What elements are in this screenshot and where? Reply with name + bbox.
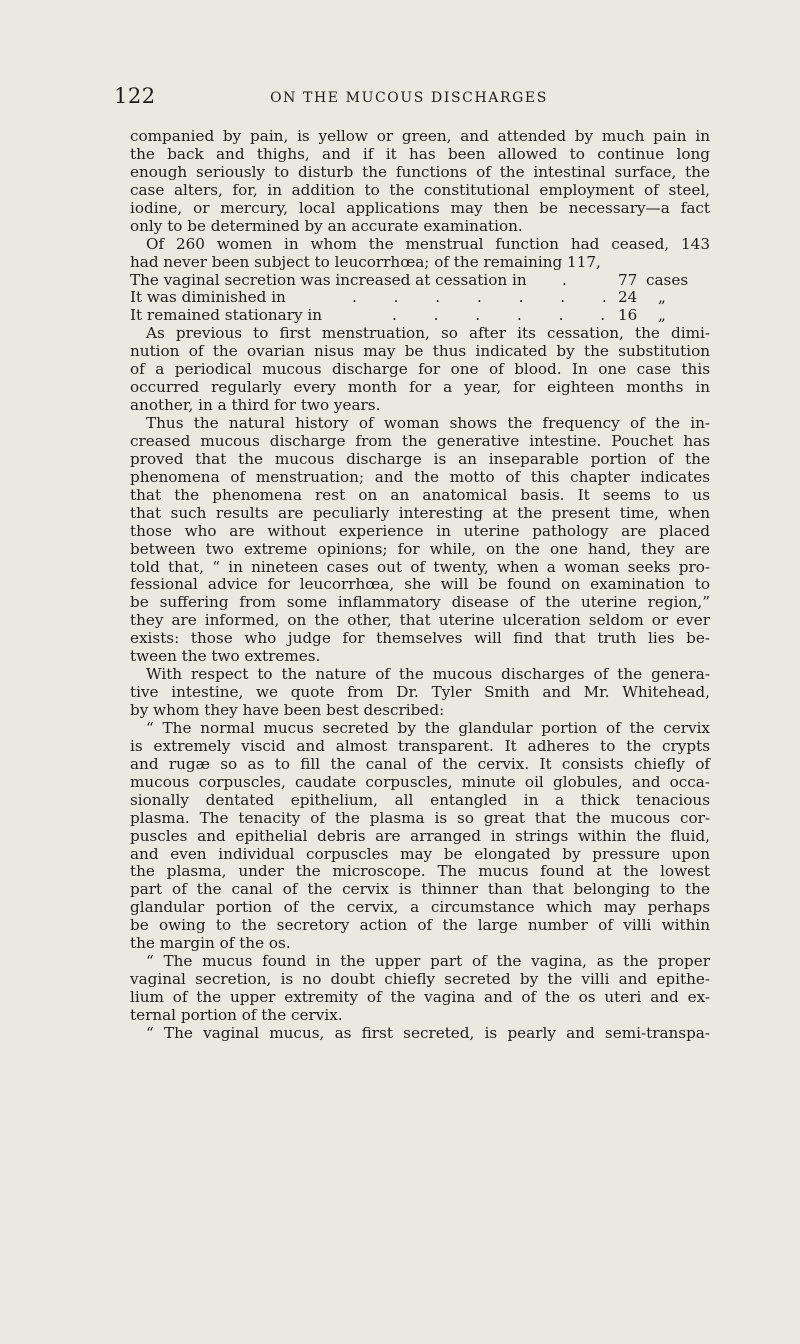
paragraph-5 xyxy=(130,666,710,720)
text-line: As previous to first menstruation, so after its cessation, the dimi- xyxy=(146,324,710,343)
text-line: that the phenomena rest on an anatomical basis. It seems to us xyxy=(130,485,710,504)
text-line: they are informed, on the other, that uterine ulceration seldom or ever xyxy=(130,611,710,630)
stat-unit: „ xyxy=(658,288,666,307)
stat-count: 77 xyxy=(618,270,638,289)
stat-leader-dots: . . . . . . xyxy=(392,306,622,325)
text-line: creased mucous discharge from the generative intestine. Pouchet has xyxy=(130,431,710,450)
text-line: told that, “ in nineteen cases out of twenty, when a woman seeks pro- xyxy=(130,557,710,576)
text-line: fessional advice for leucorrhœa, she will be found on examination to xyxy=(130,575,710,594)
text-line: phenomena of menstruation; and the motto of this chapter indicates xyxy=(130,467,710,486)
text-line: and even individual corpuscles may be elongated by pressure upon xyxy=(130,844,710,863)
text-line: nution of the ovarian nisus may be thus indicated by the substitution xyxy=(130,342,710,361)
stat-count: 24 xyxy=(618,288,638,307)
text-line: puscles and epithelial debris are arranged in strings within the fluid, xyxy=(130,826,710,845)
text-line: and rugæ so as to fill the canal of the cervix. It consists chiefly of xyxy=(130,754,710,773)
text-line: that such results are peculiarly interesting at the present time, when xyxy=(130,503,710,522)
text-line: mucous corpuscles, caudate corpuscles, minute oil globules, and occa- xyxy=(130,772,710,791)
text-line: enough seriously to disturb the functions of the intestinal surface, the xyxy=(130,162,710,181)
text-line: plasma. The tenacity of the plasma is so great that the mucous cor- xyxy=(130,808,710,827)
text-line: part of the canal of the cervix is thinner than that belonging to the xyxy=(130,880,710,899)
text-line: be owing to the secretory action of the large number of villi within xyxy=(130,916,710,935)
text-line: is extremely viscid and almost transparent. It adheres to the crypts xyxy=(130,736,710,755)
stat-row-stationary xyxy=(130,307,710,325)
text-line: be suffering from some inflammatory disease of the uterine region,” xyxy=(130,593,710,612)
stat-unit: cases xyxy=(646,270,689,289)
text-line: vaginal secretion, is no doubt chiefly secreted by the villi and epithe- xyxy=(130,970,710,989)
paragraph-2 xyxy=(130,236,710,272)
page-number: 122 xyxy=(114,84,156,108)
text-line: of a periodical mucous discharge for one of blood. In one case this xyxy=(130,360,710,379)
paragraph-4 xyxy=(130,415,710,666)
text-line: those who are without experience in uterine pathology are placed xyxy=(130,521,710,540)
text-line: companied by pain, is yellow or green, and attended by much pain in xyxy=(130,127,710,145)
text-line: another, in a third for two years. xyxy=(130,396,381,415)
stat-row-increased xyxy=(130,272,710,290)
quotation-paragraph-1 xyxy=(130,720,710,953)
text-line: glandular portion of the cervix, a circumstance which may perhaps xyxy=(130,898,710,917)
paragraph-3 xyxy=(130,325,710,415)
text-line: “ The normal mucus secreted by the glandular portion of the cervix xyxy=(146,718,710,737)
text-line: the margin of the os. xyxy=(130,934,291,953)
text-line: only to be determined by an accurate examination. xyxy=(130,216,523,235)
stat-leader-dots: . . . . . . . xyxy=(352,288,623,307)
stat-label: It remained stationary in xyxy=(130,306,323,325)
text-line: the back and thighs, and if it has been allowed to continue long xyxy=(130,144,710,163)
text-line: the plasma, under the microscope. The mucus found at the lowest xyxy=(130,862,710,881)
text-line: lium of the upper extremity of the vagina and of the os uteri and ex- xyxy=(130,988,710,1006)
stat-label: The vaginal secretion was increased at cessation in xyxy=(130,270,527,289)
text-line: tive intestine, we quote from Dr. Tyler Smith and Mr. Whitehead, xyxy=(130,683,710,702)
text-line: case alters, for, in addition to the constitutional employment of steel, xyxy=(130,180,710,199)
text-line: had never been subject to leucorrhœa; of the remaining 117, xyxy=(130,252,601,271)
paragraph-1 xyxy=(130,128,710,236)
text-line: iodine, or mercury, local applications may then be necessary—a fact xyxy=(130,198,710,217)
text-line: ternal portion of the cervix. xyxy=(130,1005,343,1024)
stat-leader-dots: . xyxy=(562,270,585,289)
text-line: by whom they have been best described: xyxy=(130,701,445,719)
text-line: occurred regularly every month for a year, for eighteen months in xyxy=(130,378,710,397)
stat-row-diminished xyxy=(130,289,710,307)
stat-unit: „ xyxy=(658,306,666,325)
text-line: “ The vaginal mucus, as first secreted, is pearly and semi-transpa- xyxy=(146,1023,710,1042)
stat-count: 16 xyxy=(618,306,638,325)
quotation-paragraph-3 xyxy=(130,1025,710,1043)
page-header xyxy=(114,86,704,112)
text-line: “ The mucus found in the upper part of the vagina, as the proper xyxy=(146,952,710,971)
text-line: proved that the mucous discharge is an inseparable portion of the xyxy=(130,449,710,468)
statistics-list xyxy=(130,272,710,326)
text-line: sionally dentated epithelium, all entangled in a thick tenacious xyxy=(130,790,710,809)
text-line: tween the two extremes. xyxy=(130,647,321,666)
text-line: Of 260 women in whom the menstrual function had ceased, 143 xyxy=(146,234,710,253)
running-title: ON THE MUCOUS DISCHARGES xyxy=(270,90,548,106)
text-line: With respect to the nature of the mucous discharges of the genera- xyxy=(146,665,710,684)
body-text xyxy=(130,128,710,1043)
quotation-paragraph-2 xyxy=(130,953,710,1025)
text-line: between two extreme opinions; for while, on the one hand, they are xyxy=(130,539,710,558)
text-line: exists: those who judge for themselves will find that truth lies be- xyxy=(130,629,710,648)
stat-label: It was diminished in xyxy=(130,288,286,307)
text-line: Thus the natural history of woman shows the frequency of the in- xyxy=(146,414,710,432)
